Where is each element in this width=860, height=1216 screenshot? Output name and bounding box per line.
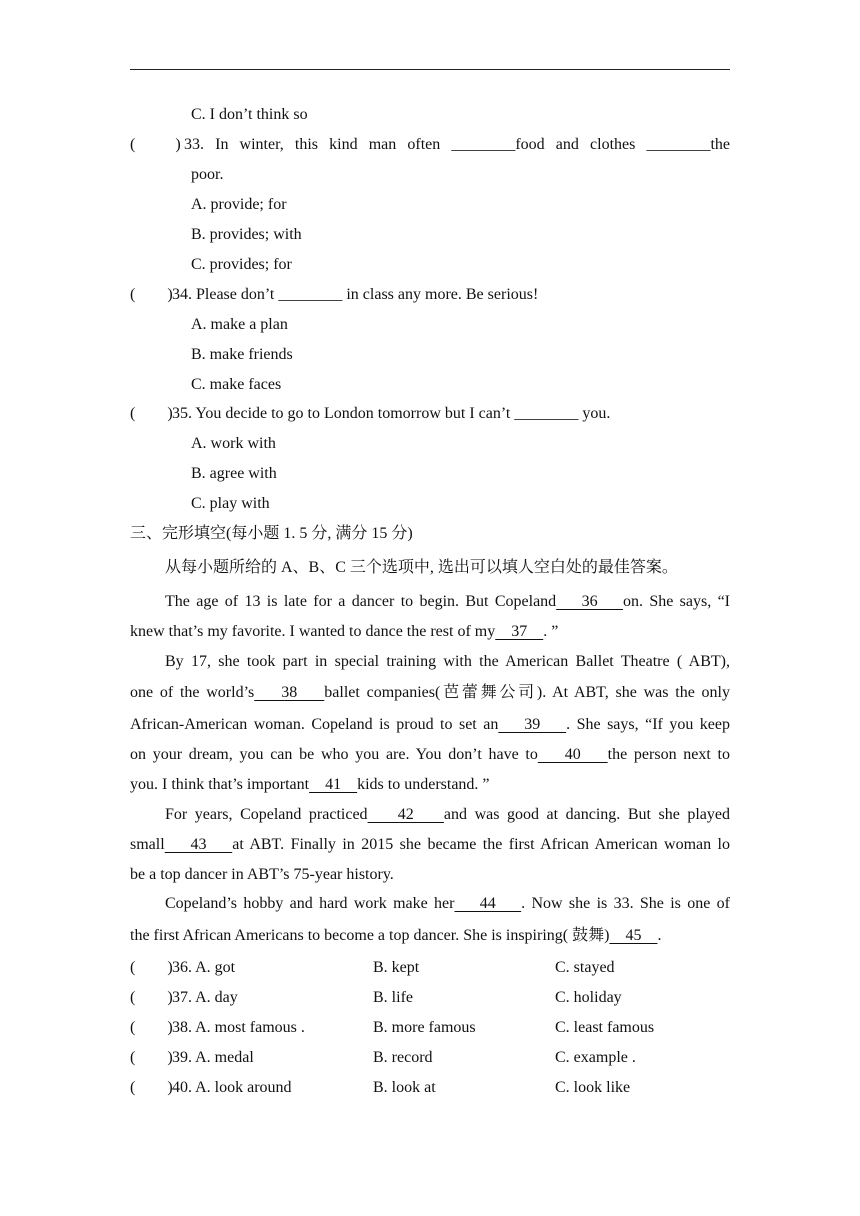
blank-37: 37	[495, 623, 544, 640]
blank-40: 40	[537, 746, 608, 763]
choice-38-c: C. least famous	[555, 1019, 655, 1036]
choice-39-a: 39. A. medal	[172, 1049, 254, 1066]
q33-stem-line2: poor.	[191, 166, 224, 183]
q35-option-b: B. agree with	[191, 465, 277, 482]
passage-p2-line2: one of the world’s 38 ballet companies(芭蕾舞公司). At ABT, she was the only	[130, 684, 730, 701]
choice-37-b: B. life	[373, 989, 413, 1006]
passage-p2-line1: By 17, she took part in special training with the American Ballet Theatre ( ABT),	[165, 653, 730, 670]
passage-p2-line3: African-American woman. Copeland is proud to set an 39 . She says, “If you keep	[130, 716, 731, 733]
choice-36-c: C. stayed	[555, 959, 615, 976]
q33-option-a: A. provide; for	[191, 196, 287, 213]
choice-37-c: C. holiday	[555, 989, 622, 1006]
q34-option-a: A. make a plan	[191, 316, 288, 333]
q32-option-c: C. I don’t think so	[191, 106, 308, 123]
choice-40-c: C. look like	[555, 1079, 631, 1096]
passage-p1-line1: The age of 13 is late for a dancer to begin. But Copeland 36 on. She says, “I	[165, 593, 731, 610]
blank-43: 43	[164, 836, 233, 853]
passage-p3-line2: small 43 at ABT. Finally in 2015 she became the first African American woman lo	[130, 836, 731, 853]
blank-36: 36	[556, 593, 623, 610]
q34-option-c: C. make faces	[191, 376, 282, 393]
blank-41: 41	[309, 776, 358, 793]
q33-option-c: C. provides; for	[191, 256, 292, 273]
choice-38-b: B. more famous	[373, 1019, 476, 1036]
q35-option-c: C. play with	[191, 495, 270, 512]
q34-stem: 34. Please don’t ________ in class any more. Be serious!	[172, 286, 539, 303]
q34-option-b: B. make friends	[191, 346, 293, 363]
choice-36-paren: ( )	[130, 959, 173, 976]
choice-37-paren: ( )	[130, 989, 173, 1006]
choice-40-b: B. look at	[373, 1079, 436, 1096]
passage-p2-line4: on your dream, you can be who you are. You don’t have to 40 the person next to	[130, 746, 731, 763]
passage-p4-line2: the first African Americans to become a top dancer. She is inspiring( 鼓舞) 45 .	[130, 927, 662, 944]
blank-44: 44	[454, 895, 522, 912]
passage-p2-line5: you. I think that’s important 41 kids to understand. ”	[130, 776, 490, 793]
passage-p4-line1: Copeland’s hobby and hard work make her 44 . Now she is 33. She is one of	[165, 895, 731, 912]
q35-answer-paren: ( )	[130, 405, 173, 422]
blank-42: 42	[367, 806, 444, 823]
q33-option-b: B. provides; with	[191, 226, 302, 243]
choice-39-paren: ( )	[130, 1049, 173, 1066]
choice-38-paren: ( )	[130, 1019, 173, 1036]
q35-option-a: A. work with	[191, 435, 276, 452]
passage-p1-line2: knew that’s my favorite. I wanted to dance the rest of my 37 . ”	[130, 623, 559, 640]
q33-answer-paren: ( )	[130, 136, 181, 153]
passage-p3-line1: For years, Copeland practiced 42 and was good at dancing. But she played	[165, 806, 730, 823]
q33-stem-line1: 33. In winter, this kind man often ________food and clothes ________the	[184, 136, 730, 153]
choice-36-a: 36. A. got	[172, 959, 236, 976]
q34-answer-paren: ( )	[130, 286, 173, 303]
header-rule	[130, 69, 730, 70]
choice-40-paren: ( )	[130, 1079, 173, 1096]
choice-39-c: C. example .	[555, 1049, 636, 1066]
section-heading: 三、完形填空(每小题 1. 5 分, 满分 15 分)	[130, 525, 413, 542]
choice-40-a: 40. A. look around	[172, 1079, 292, 1096]
q35-stem: 35. You decide to go to London tomorrow but I can’t ________ you.	[172, 405, 611, 422]
choice-38-a: 38. A. most famous .	[172, 1019, 305, 1036]
choice-36-b: B. kept	[373, 959, 420, 976]
blank-38: 38	[254, 684, 325, 701]
passage-p3-line3: be a top dancer in ABT’s 75-year history.	[130, 866, 394, 883]
choice-37-a: 37. A. day	[172, 989, 238, 1006]
blank-45: 45	[609, 927, 658, 944]
blank-39: 39	[498, 716, 567, 733]
choice-39-b: B. record	[373, 1049, 433, 1066]
section-instruction: 从每小题所给的 A、B、C 三个选项中, 选出可以填人空白处的最佳答案。	[165, 559, 678, 576]
